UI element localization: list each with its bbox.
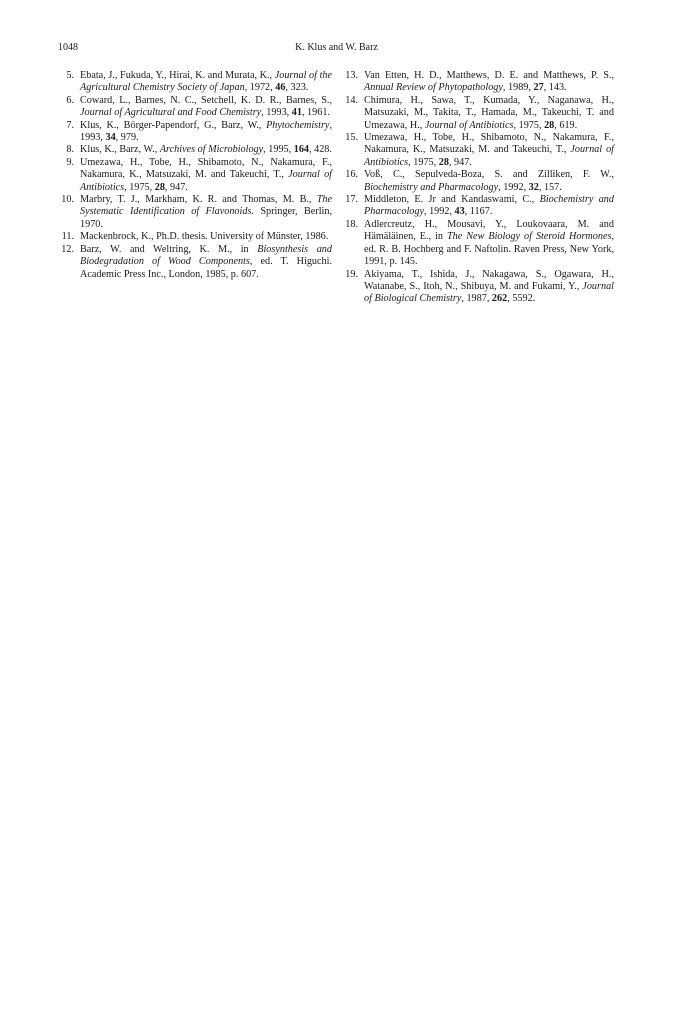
reference-entry bbox=[342, 194, 614, 219]
reference-text: Akiyama, T., Ishida, J., Nakagawa, S., Ogawara, H., Watanabe, S., Itoh, N., Shibuya, M. and Fukami, Y., bbox=[364, 268, 614, 292]
reference-entry bbox=[342, 219, 614, 269]
reference-text: , 947. bbox=[448, 156, 472, 168]
reference-entry bbox=[58, 231, 332, 243]
reference-text: , 1961. bbox=[301, 107, 330, 119]
reference-volume: 164 bbox=[293, 144, 310, 156]
reference-text: , 428. bbox=[309, 144, 332, 156]
reference-entry bbox=[58, 194, 332, 231]
reference-text: , 143. bbox=[543, 82, 567, 94]
reference-title: Biosynthesis and Biodegradation of Wood Components bbox=[80, 243, 332, 268]
reference-volume: 28 bbox=[438, 156, 449, 168]
reference-text: , 979. bbox=[115, 132, 139, 144]
reference-text: Voß, C., Sepulveda-Boza, S. and Zilliken, F. W., bbox=[364, 169, 614, 181]
reference-entry bbox=[58, 70, 332, 95]
reference-text: Coward, L., Barnes, N. C., Setchell, K. D. R., Barnes, S., bbox=[80, 94, 332, 106]
reference-title: Biochemistry and Pharmacology bbox=[364, 194, 614, 218]
reference-number: 14. bbox=[345, 94, 358, 106]
reference-entry bbox=[58, 95, 332, 120]
reference-text: , 5592. bbox=[507, 293, 536, 305]
reference-number: 8. bbox=[66, 144, 74, 156]
reference-title: The Systematic Identification of Flavonoids bbox=[80, 194, 332, 218]
reference-entry bbox=[58, 244, 332, 281]
reference-text: Klus, K., Barz, W., bbox=[80, 144, 160, 156]
reference-entry bbox=[342, 95, 614, 132]
reference-number: 15. bbox=[345, 132, 358, 144]
reference-entry bbox=[58, 144, 332, 156]
reference-title: Journal of Antibiotics bbox=[364, 144, 614, 168]
reference-text: Umezawa, H., Tobe, H., Shibamoto, N., Nakamura, F., Nakamura, K., Matsuzaki, M. and Takeuchi, T., bbox=[80, 156, 332, 181]
reference-number: 18. bbox=[345, 218, 358, 230]
reference-title: Journal of Agricultural and Food Chemistry bbox=[80, 107, 262, 119]
reference-title: Journal of the Agricultural Chemistry Society of Japan bbox=[80, 70, 333, 94]
reference-text: , 1993, bbox=[80, 119, 332, 144]
reference-text: , 1975, bbox=[408, 156, 439, 168]
reference-text: Klus, K., Börger-Papendorf, G., Barz, W., bbox=[80, 119, 267, 131]
reference-title: Phytochemistry bbox=[266, 119, 330, 131]
reference-text: , 619. bbox=[554, 119, 578, 131]
reference-title: Journal of Biological Chemistry bbox=[364, 280, 614, 305]
running-head: K. Klus and W. Barz bbox=[295, 42, 378, 53]
reference-text: Mackenbrock, K., Ph.D. thesis. University of Münster, 1986. bbox=[80, 231, 329, 243]
reference-title: Archives of Microbiology bbox=[159, 144, 264, 156]
reference-text: , 1972, bbox=[244, 82, 276, 94]
reference-text: , 1992, bbox=[423, 206, 455, 218]
reference-volume: 262 bbox=[491, 293, 508, 305]
reference-number: 7. bbox=[66, 119, 74, 131]
reference-volume: 28 bbox=[154, 181, 165, 193]
reference-text: Adlercreutz, H., Mousavi, Y., Loukovaara, M. and Hämäläinen, E., in bbox=[364, 218, 614, 243]
reference-title: Biochemistry and Pharmacology bbox=[364, 181, 499, 193]
reference-number: 6. bbox=[66, 94, 74, 106]
reference-number: 16. bbox=[345, 169, 358, 181]
reference-number: 9. bbox=[66, 156, 74, 168]
reference-entry bbox=[58, 157, 332, 194]
reference-volume: 32 bbox=[528, 181, 539, 193]
reference-text: , 323. bbox=[285, 82, 309, 94]
reference-text: , 157. bbox=[538, 181, 562, 193]
reference-text: Umezawa, H., Tobe, H., Shibamoto, N., Nakamura, F., Nakamura, K., Matsuzaki, M. and Takeuchi, T., bbox=[364, 132, 614, 156]
reference-entry bbox=[342, 269, 614, 306]
reference-text: , 947. bbox=[164, 181, 188, 193]
reference-number: 19. bbox=[345, 268, 358, 280]
reference-text: . Springer, Berlin, 1970. bbox=[80, 206, 333, 230]
reference-text: , 1987, bbox=[461, 293, 492, 305]
reference-text: , 1167. bbox=[464, 206, 493, 218]
reference-number: 10. bbox=[61, 194, 74, 206]
references-right-column bbox=[342, 70, 614, 306]
reference-text: Chimura, H., Sawa, T., Kumada, Y., Naganawa, H., Matsuzaki, M., Takita, T., Hamada, M., Takeuchi, T. and Umezawa, H., bbox=[364, 94, 614, 131]
reference-text: , 1989, bbox=[502, 82, 534, 94]
reference-text: , ed. T. Higuchi. Academic Press Inc., London, 1985, p. 607. bbox=[80, 256, 332, 280]
reference-number: 17. bbox=[345, 194, 358, 206]
reference-text: , 1993, bbox=[261, 107, 292, 119]
reference-text: Barz, W. and Weltring, K. M., in bbox=[80, 243, 258, 255]
reference-text: Ebata, J., Fukuda, Y., Hirai, K. and Murata, K., bbox=[80, 70, 275, 81]
reference-title: Journal of Antibiotics bbox=[424, 119, 514, 131]
reference-volume: 41 bbox=[291, 107, 302, 119]
reference-number: 11. bbox=[61, 231, 74, 243]
reference-text: Marbry, T. J., Markham, K. R. and Thomas, M. B., bbox=[80, 194, 317, 206]
reference-number: 12. bbox=[61, 243, 74, 255]
reference-text: Van Etten, H. D., Matthews, D. E. and Matthews, P. S., bbox=[364, 70, 614, 81]
reference-entry bbox=[342, 132, 614, 169]
reference-text: , 1995, bbox=[263, 144, 294, 156]
reference-title: Journal of Antibiotics bbox=[80, 169, 332, 193]
reference-entry bbox=[342, 70, 614, 95]
reference-volume: 34 bbox=[105, 132, 116, 144]
reference-number: 13. bbox=[345, 70, 358, 81]
reference-title: Annual Review of Phytopathology bbox=[364, 82, 503, 94]
reference-volume: 28 bbox=[544, 119, 555, 131]
reference-number: 5. bbox=[66, 70, 74, 81]
reference-volume: 46 bbox=[275, 82, 286, 94]
reference-title: The New Biology of Steroid Hormones bbox=[446, 231, 612, 243]
reference-text: , 1992, bbox=[498, 181, 529, 193]
reference-entry bbox=[58, 120, 332, 145]
reference-entry bbox=[342, 169, 614, 194]
reference-volume: 43 bbox=[454, 206, 465, 218]
reference-volume: 27 bbox=[533, 82, 544, 94]
reference-text: , 1975, bbox=[513, 119, 545, 131]
reference-text: Middleton, E. Jr and Kandaswami, C., bbox=[364, 194, 540, 206]
references-left-column bbox=[58, 70, 332, 281]
page-number: 1048 bbox=[58, 42, 78, 53]
reference-text: , ed. R. B. Hochberg and F. Naftolin. Raven Press, New York, 1991, p. 145. bbox=[364, 231, 614, 268]
reference-text: , 1975, bbox=[124, 181, 155, 193]
